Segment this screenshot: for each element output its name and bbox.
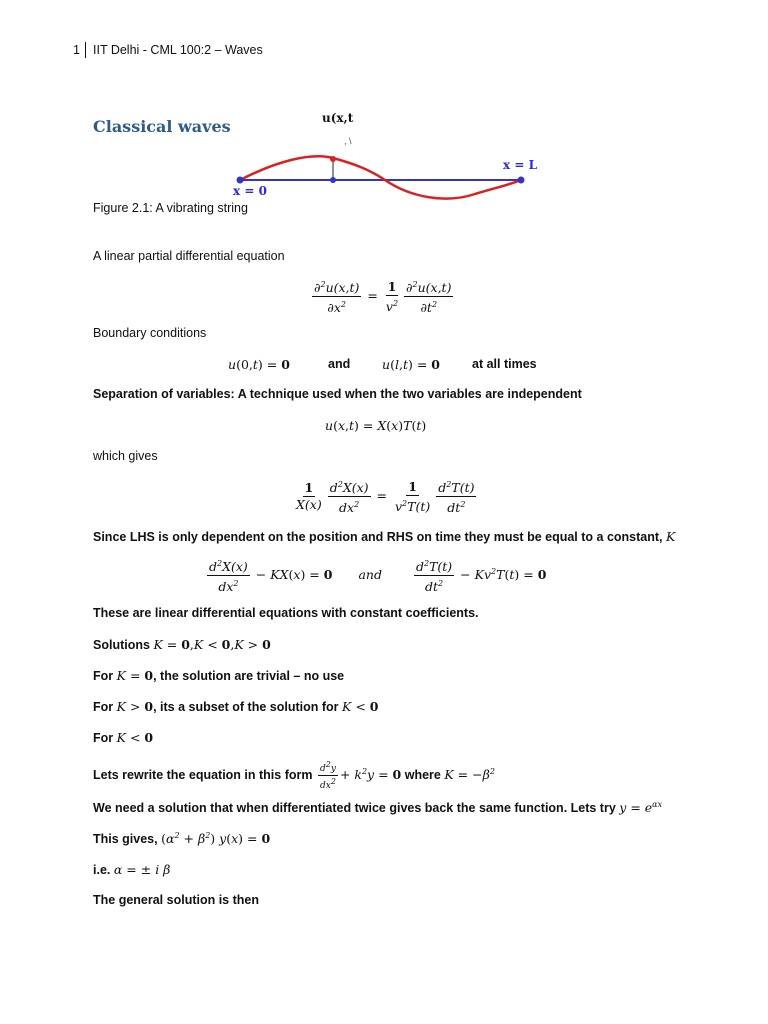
for-kpos-b: , its a subset of the solution for <box>153 700 339 714</box>
solutions-line: Solutions K = 0,K < 0,K > 0 <box>93 637 271 652</box>
right-endpoint <box>518 177 525 184</box>
separation-intro: Separation of variables: A technique used when the two variables are independent <box>93 387 582 401</box>
bc-right: u(l,t) = 0 <box>382 357 440 372</box>
section-heading: Classical waves <box>93 117 231 136</box>
boundary-intro: Boundary conditions <box>93 326 207 340</box>
linear-ode-note: These are linear differential equations with constant coefficients. <box>93 606 479 620</box>
bc-left: u(0,t) = 0 <box>228 357 290 372</box>
ode-pair: $\frac{d^2X(x)}{dx^2}$ − KX(x) = 0 and $\frac{d^2T(t)}{dt^2}$ − $Kv^2T(t) = 0$ <box>209 559 547 595</box>
which-gives: which gives <box>93 449 158 463</box>
ie-text: i.e. <box>93 863 111 877</box>
general-solution-line: The general solution is then <box>93 893 259 907</box>
separated-equation: $\frac{1}{X(x)}$ $\frac{d^2X(x)}{dx^2}$ = $\frac{1}{v^2T(t)}$ $\frac{d^2T(t)}{dt^2}$ <box>296 478 475 516</box>
figure-caption: Figure 2.1: A vibrating string <box>93 201 248 215</box>
header-divider <box>85 42 86 58</box>
bc-and: and <box>328 357 351 371</box>
figure-x0-label: x = 0 <box>233 184 267 198</box>
for-kneg-label: For <box>93 731 114 745</box>
this-gives-line: This gives, $(\alpha^2 + \beta^2) y(x) = 0$ <box>93 831 271 847</box>
for-k0-b: , the solution are trivial – no use <box>153 669 345 683</box>
bc-at-all-times: at all times <box>472 357 537 371</box>
wave-equation: $\frac{\partial^2u(x,t)}{\partial x^2}$ = $\frac{1}{v^2}$ $\frac{\partial^2u(x,t)}{\partial t^2}$ <box>314 278 452 316</box>
ie-line: i.e. α = ± i β <box>93 862 171 877</box>
left-endpoint <box>237 177 244 184</box>
vibrating-string-figure <box>230 152 530 202</box>
rewrite-line: Lets rewrite the equation in this form $\frac{d^2y}{dx^2}$ + $k^2y = 0$ where $K = -\beta^2$ <box>93 760 495 791</box>
solutions-label: Solutions <box>93 638 150 652</box>
figure-tick-marks: , \ <box>344 136 352 146</box>
axis-point <box>330 177 336 183</box>
and-italic: and <box>358 567 382 583</box>
for-k0-line: For K = 0, the solution are trivial – no use <box>93 668 345 683</box>
need-solution-line: We need a solution that when differentiated twice gives back the same function. Lets try $y = e^{\alpha x}$ <box>93 800 663 816</box>
rewrite-a: Lets rewrite the equation in this form <box>93 768 313 782</box>
since-lhs-text: Since LHS is only dependent on the position and RHS on time they must be equal to a constant, <box>93 530 663 544</box>
rewrite-b: where <box>404 768 441 782</box>
header-title: IIT Delhi - CML 100:2 – Waves <box>93 43 263 57</box>
figure-u-label: u(x,t <box>322 111 354 125</box>
page-number: 1 <box>73 43 80 57</box>
for-kpos-a: For <box>93 700 114 714</box>
string-wave <box>240 156 521 198</box>
this-gives-text: This gives, <box>93 832 158 847</box>
separation-ansatz: u(x,t) = X(x)T(t) <box>325 418 427 433</box>
pde-intro: A linear partial differential equation <box>93 249 285 263</box>
need-solution-text: We need a solution that when differentiated twice gives back the same function. Lets try <box>93 801 616 816</box>
for-kneg-line: For K < 0 <box>93 730 154 745</box>
for-kpos-line: For K > 0, its a subset of the solution for K < 0 <box>93 699 379 714</box>
string-point <box>330 156 336 162</box>
figure-xL-label: x = L <box>503 158 538 172</box>
since-lhs: Since LHS is only dependent on the position and RHS on time they must be equal to a constant, K <box>93 529 676 544</box>
for-k0-a: For <box>93 669 114 683</box>
